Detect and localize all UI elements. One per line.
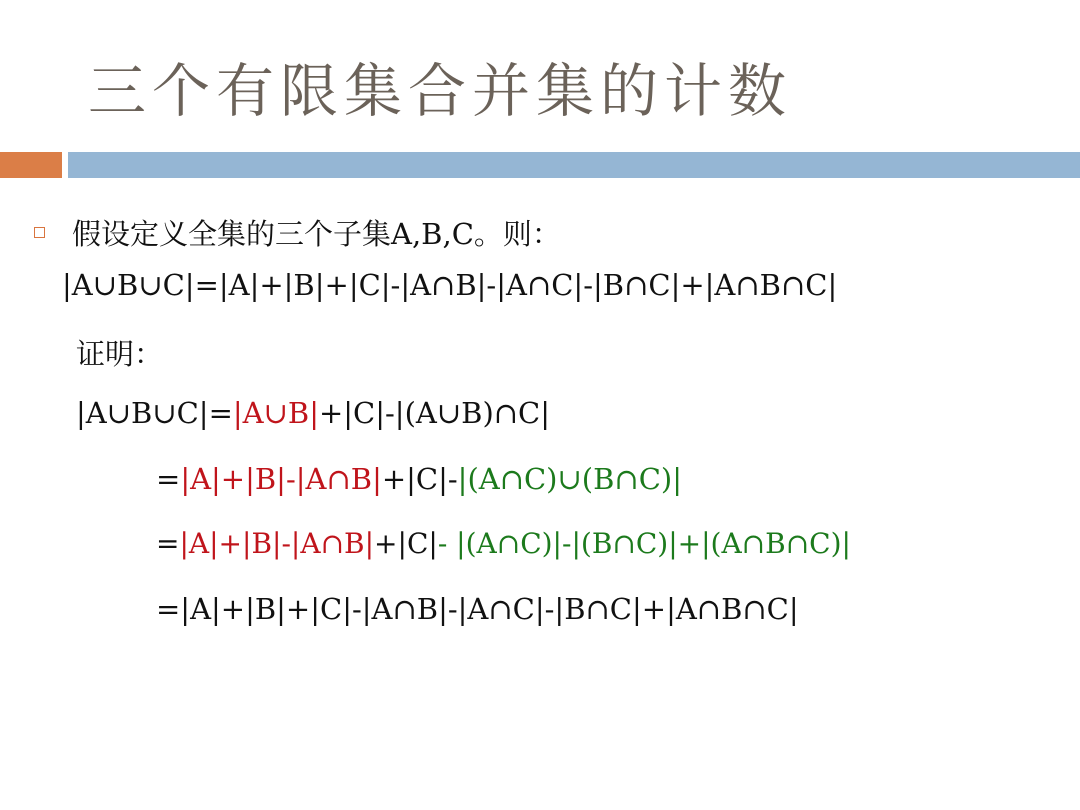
proof-step-3-d: - |(A∩C)|-|(B∩C)|+|(A∩B∩C)|	[437, 527, 851, 560]
proof-step-2-c: +|C|-	[381, 462, 458, 496]
proof-step-1-c: +|C|-|(A∪B)∩C|	[318, 396, 551, 430]
square-bullet-icon	[34, 227, 45, 238]
proof-step-1-b: |A∪B|	[232, 396, 319, 430]
formula-line: |A∪B∪C|=|A|+|B|+|C|-|A∩B|-|A∩C|-|B∩C|+|A∩B∩C|	[62, 268, 838, 302]
proof-step-3-a: =	[156, 527, 180, 560]
proof-step-1-a: |A∪B∪C|=	[76, 396, 233, 430]
slide-title: 三个有限集合并集的计数	[88, 57, 793, 125]
proof-step-2	[156, 462, 682, 496]
proof-step-3-c: +|C|	[374, 527, 438, 560]
proof-step-2-b: |A|+|B|-|A∩B|	[180, 462, 382, 496]
proof-step-3-b: |A|+|B|-|A∩B|	[179, 527, 375, 560]
title-accent-bar-blue	[68, 152, 1080, 178]
title-accent-bar-orange	[0, 152, 62, 178]
proof-step-2-d: |(A∩C)∪(B∩C)|	[457, 462, 682, 496]
proof-step-4: =|A|+|B|+|C|-|A∩B|-|A∩C|-|B∩C|+|A∩B∩C|	[156, 592, 799, 626]
proof-label: 证明：	[76, 337, 164, 371]
proof-step-2-a: =	[156, 462, 181, 496]
proof-step-1	[76, 396, 550, 430]
proof-step-3	[156, 527, 851, 560]
statement-line: 假设定义全集的三个子集A,B,C。则：	[72, 217, 561, 251]
